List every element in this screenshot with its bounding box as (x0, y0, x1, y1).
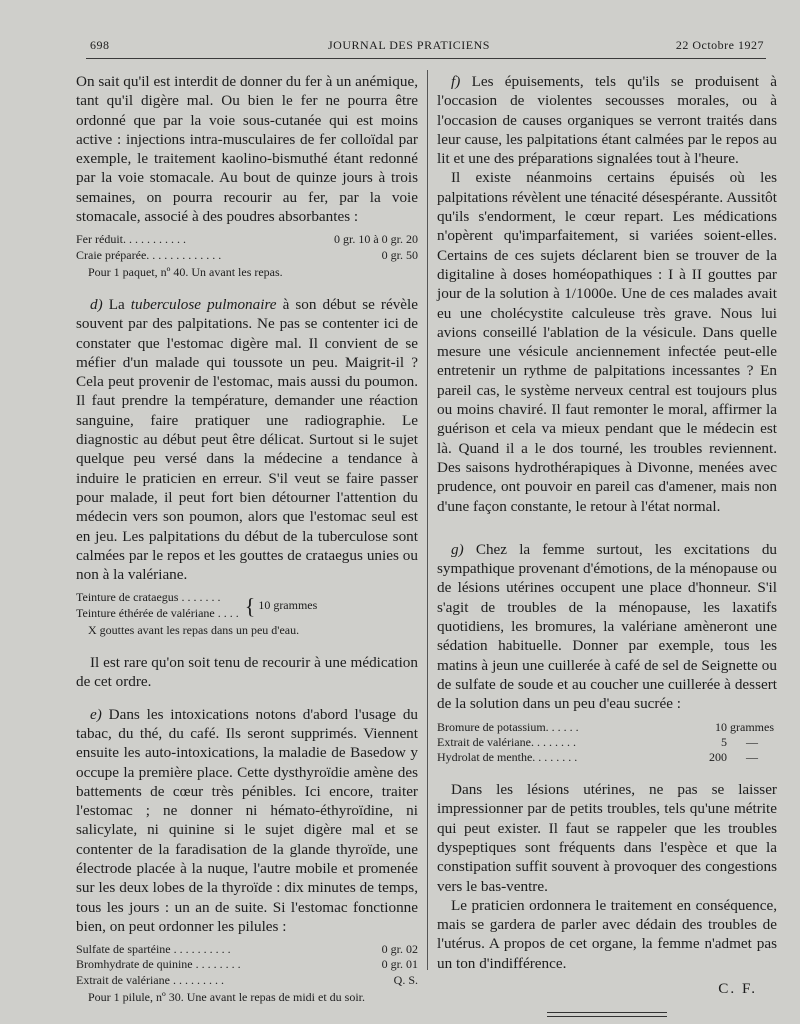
section-g (437, 540, 777, 714)
ingredient-unit: — (746, 734, 758, 749)
right-column (437, 72, 777, 1017)
section-d-emphasis: tuberculose pulmonaire (130, 295, 277, 313)
prescription-row (437, 750, 777, 765)
section-d (76, 295, 418, 584)
prescription-crataegus (76, 590, 418, 638)
prescription-note: X gouttes avant les repas dans un peu d'eau. (88, 622, 300, 637)
paragraph-uterine: Dans les lésions utérines, ne pas se laisser impressionner par de petits troubles, tels qu'une métrite qui peut exister. Il faut se rappeler que les troubles dyspeptiques sont fréquents dans l'espèce et que la constipation suffit souvent à provoquer des congestions vers le bas-ventre. (437, 781, 777, 895)
section-label: g) (451, 540, 464, 558)
ingredient-dose: 0 gr. 10 à 0 gr. 20 (334, 232, 418, 247)
prescription-note: Pour 1 pilule, nº 30. Une avant le repas de midi et du soir. (88, 989, 366, 1004)
brace-items (76, 590, 239, 620)
end-rule (547, 1012, 667, 1017)
page-number: 698 (90, 38, 110, 52)
prescription-row (76, 957, 418, 972)
ingredient-name: Bromure de potassium. . . . . . (437, 719, 579, 734)
ingredient-dose: 200 (709, 749, 727, 764)
author-signature: C. F. (718, 980, 757, 998)
prescription-bromide (437, 720, 777, 766)
header-rule (86, 58, 766, 59)
ingredient-name: Fer réduit. . . . . . . . . . . (76, 232, 186, 247)
ingredient-unit: grammes (730, 719, 774, 734)
ingredient-name: Bromhydrate de quinine . . . . . . . . (76, 957, 241, 972)
section-g-text: Chez la femme surtout, les excitations du sympathique provenant d'émotions, de la ménopause ou de lésions utérines occupent une place d'honneur. S'il s'agit de troubles de la ménopause, les laxatifs quotidiens, les bromures, la valériane amèneront une sédation habituelle. Donner par exemple, tous les matins à jeun une cuillerée à café de sel de Seignette ou de sulfate de soude et au coucher une cuillerée à dessert de la solution dans un peu d'eau sucrée : (437, 540, 778, 713)
brace-quantity: { 10 grammes (244, 593, 318, 619)
paragraph-iron: On sait qu'il est interdit de donner du fer à un anémique, tant qu'il digère mal. Ou bien le fer ne pourra être ordonné que par la voie sous-cutanée qui est moins active : injections intra-musculaires de fer colloïdal par exemple, le traitement kaolino-bismuthé étant redonné par la voie stomacale. Au bout de quinze jours à trois semaines, on pourra recourir au fer, par la voie stomacale, associé à des poudres absorbantes : (76, 73, 418, 226)
paragraph-rare: Il est rare qu'on soit tenu de recourir à une médication de cet ordre. (76, 654, 418, 691)
ingredient-name: Teinture de crataegus . . . . . . . (76, 590, 221, 605)
section-f-text: Les épuisements, tels qu'ils se produisent à l'occasion de violentes secousses morales, ou à l'occasion de causes organiques se verront traités dans leur cause, les palpitations étant calmées par le repos au lit et une des préparations signalées tout à l'heure. (437, 73, 777, 168)
prescription-pills (76, 942, 418, 1005)
ingredient-name: Teinture éthérée de valériane . . . . (76, 605, 239, 620)
prescription-iron (76, 232, 418, 280)
issue-date: 22 Octobre 1927 (675, 38, 764, 52)
ingredient-dose: 0 gr. 02 (381, 942, 418, 957)
column-divider (427, 70, 428, 970)
ingredient-unit: — (746, 749, 758, 764)
section-label: d) (90, 295, 103, 313)
ingredient-dose: 5 (721, 734, 727, 749)
ingredient-dose: 10 grammes (258, 597, 318, 612)
prescription-note: Pour 1 paquet, nº 40. Un avant les repas. (88, 264, 283, 279)
prescription-row (76, 942, 418, 957)
section-label: e) (90, 705, 102, 723)
section-e (76, 705, 418, 937)
ingredient-name: Extrait de valériane. . . . . . . . (437, 734, 576, 749)
prescription-row (76, 232, 418, 247)
section-f (437, 72, 777, 168)
left-column (76, 72, 418, 1007)
section-e-text: Dans les intoxications notons d'abord l'usage du tabac, du thé, du café. Ils seront supprimés. Viennent ensuite les auto-intoxications, la maladie de Basedow y occupe la première place. Cette dysthyroïdie amène des battements de cœur très pénibles. Ici encore, traiter l'estomac ; ne donner ni hémato-éthyroïdine, ni salicylate, ni quinine si le sujet digère mal et se contenter de la faradisation de la glande thyroïde, une électrode placée à la nuque, l'autre mobile et promenée sur les deux lobes de la thyroïde : dix minutes de temps, tous les jours : un an de suite. Si l'estomac fonctionne bien, on peut ordonner les pilules : (76, 705, 419, 935)
ingredient-name: Craie préparée. . . . . . . . . . . . . (76, 247, 222, 262)
prescription-row (437, 720, 777, 735)
ingredient-name: Sulfate de spartéine . . . . . . . . . . (76, 942, 231, 957)
paragraph-conclusion: Le praticien ordonnera le traitement en conséquence, mais se gardera de parler avec dédain des troubles de l'utérus. A propos de cet organe, la femme n'admet pas un ton d'indifférence. (437, 896, 777, 972)
section-d-pre: La (108, 295, 125, 313)
section-label: f) (451, 73, 461, 90)
running-header (88, 38, 764, 58)
ingredient-name: Extrait de valériane . . . . . . . . . (76, 972, 224, 987)
ingredient-name: Hydrolat de menthe. . . . . . . . (437, 749, 578, 764)
paragraph-exhausted: Il existe néanmoins certains épuisés où les palpitations révèlent une ténacité désespérante. Aussitôt qu'ils s'endorment, le cœur repart. Les médications n'opèrent qu'imparfaitement, si variées soient-elles. Certains de ces sujets déclarent bien se trouver de la digitaline à doses homéopathiques : I à II gouttes par jour de la solution à 1/1000e. Une de ces malades avait eu une cholécystite calculeuse très grave. Nous lui avions conseillé l'ablation de la vésicule. Dans quelle mesure une vésicule anciennement infectée peut-elle entretenir un rythme de palpitations incessantes ? En pareil cas, le système nerveux central est toujours plus ou moins chaviré. Il faut remonter le moral, affirmer la guérison et cela va mieux pendant que le médecin est là. Quand il a le dos tourné, les troubles reviennent. Des saisons hydrothérapiques à Divonne, menées avec prudence, ont pouvoir en pareil cas d'amener, mais non d'une façon constante, le retour à l'état normal. (437, 169, 777, 515)
journal-title: JOURNAL DES PRATICIENS (328, 38, 490, 52)
prescription-row (76, 248, 418, 263)
prescription-row (76, 973, 418, 988)
ingredient-dose: 10 (715, 719, 727, 734)
section-d-text: à son début se révèle souvent par des palpitations. Ne pas se contenter ici de constater que l'estomac digère mal. Il convient de se méfier d'un malade qui toussote un peu. Maigrit-il ? Cela peut provenir de l'estomac, mais aussi du poumon. Il faut prendre la température, demander une réaction sanguine, faire pratiquer une radiographie. Le diagnostic au début peut être délicat. Surtout si le sujet quelque peu versé dans la médecine a tendance à induire le praticien en erreur. S'il veut se faire passer pour malade, il peut fort bien détourner l'attention du médecin vers son poumon, alors que l'estomac seul est en jeu. Les palpitations du début de la tuberculose sont calmées par le repos et les gouttes de crataegus unies ou non à la valériane. (76, 295, 419, 584)
ingredient-dose: Q. S. (393, 972, 418, 987)
ingredient-dose: 0 gr. 01 (381, 957, 418, 972)
prescription-brace (76, 590, 418, 620)
prescription-row (437, 735, 777, 750)
ingredient-dose: 0 gr. 50 (381, 247, 418, 262)
